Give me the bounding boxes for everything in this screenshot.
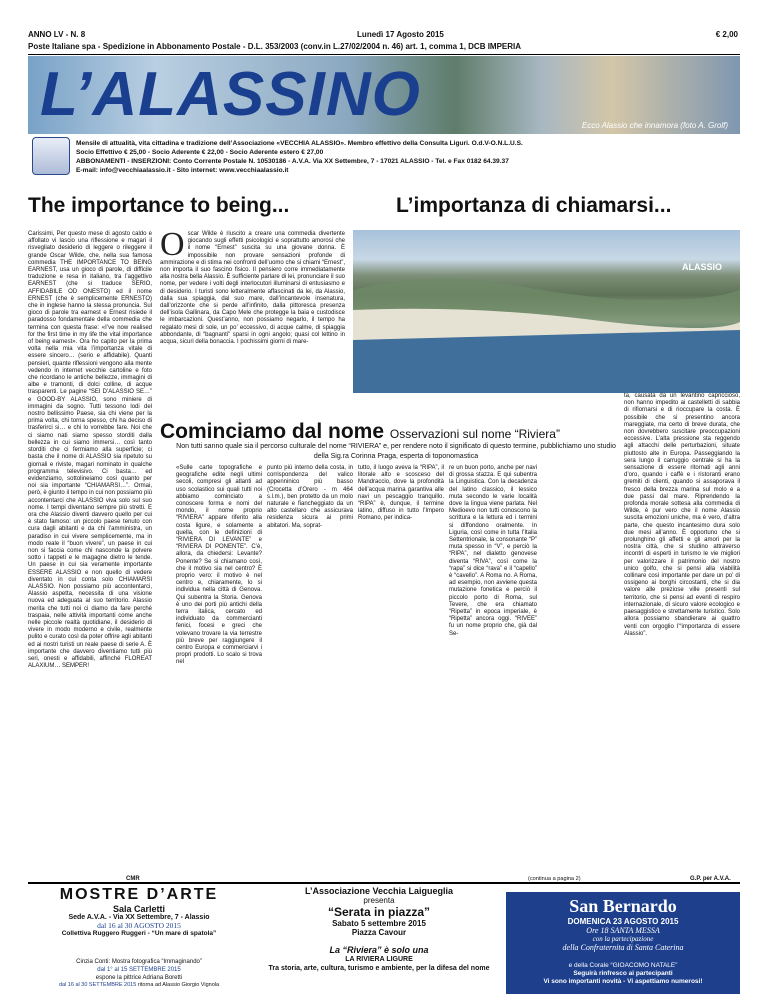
article-signature: G.P. per A.V.A. xyxy=(690,876,731,882)
laigueglia-slogan: La “Riviera” è solo una xyxy=(329,945,429,955)
headline-english: The importance to being... xyxy=(28,194,290,217)
dropcap: O xyxy=(160,226,185,263)
mostre-extra xyxy=(28,958,250,982)
laigueglia-slogan-2: LA RIVIERA LIGURE xyxy=(345,956,413,963)
laigueglia-extra xyxy=(256,946,502,973)
issue-date: Lunedì 17 Agosto 2015 xyxy=(357,30,444,39)
san-bernardo-mass: Ore 18 SANTA MESSA xyxy=(586,926,660,935)
san-bernardo-date: DOMENICA 23 AGOSTO 2015 xyxy=(567,917,679,926)
masthead-caption: Ecco Alassio che innamora (foto A. Grolf) xyxy=(581,121,728,130)
san-bernardo-refresh: Seguirà rinfresco ai partecipanti xyxy=(573,970,673,977)
ads-divider xyxy=(28,882,740,884)
mostre-1-title: Collettiva Ruggero Ruggeri - “Un mare di spatola” xyxy=(61,930,217,937)
article-column-4 xyxy=(624,393,740,638)
masthead xyxy=(28,56,740,134)
laigueglia-place: Piazza Cavour xyxy=(351,928,407,937)
mostre-2-title: espone la pittrice Adriana Boretti xyxy=(95,975,183,981)
article-col2-text: scar Wilde è riuscito a creare una commedia divertente giocando sugli effetti psicologici e soprattutto amorosi che il nome “Ernest” suscita su una giovane donna. È impossibile non provare sensazioni profonde di ammirazione e di stima nei confronti dell’uomo che si chiami “Ernest”, non importa il suo fascino fisico. Il pensiero corre immediatamente alla nostra bella Alassio. È sufficiente parlare di lei, pronunciare il suo nome, per vedere i volti degli interlocutori illuminarsi di entusiasmo e di desiderio. I turisti sono letteralmente affascinati da lei, da Alassio, dalla sua spiaggia, dal suo mare, dall’incantevole insenatura, dall’orizzonte che si perde all’infinito, dalla pittoresca presenza dell’isola Gallinara, da Capo Mele che protegge la baia e custodisce le imbarcazioni. Quest’anno, non possiamo negarlo, il tempo ha regalato mesi di sole, un po’ eccessivo, di acque calme, di spiaggia abbondante, di “bagnanti” sparsi in ogni angolo; quasi col lettino in acqua, sicuri della bonaccia. I pochissimi giorni di mare- xyxy=(160,231,345,346)
mostre-address: Sede A.V.A. - Via XX Settembre, 7 - Alassio xyxy=(68,914,210,921)
issue-price: € 2,00 xyxy=(715,30,738,39)
mostre-venue: Sala Carletti xyxy=(112,904,166,914)
article2-col-3: tutto, il luogo aveva la “RIPA”, il litorale alto e scosceso del Mandraccio, dove la profondità dell’acqua marina garantiva alle navi un pescaggio tranquillo. “RIPA” è, dunque, il termine latino, diffuso in tutto l’Impero Romano, per indica- xyxy=(358,465,444,522)
association-info xyxy=(76,139,740,175)
laigueglia-presenta: presenta xyxy=(363,896,395,905)
postal-line: Poste Italiane spa - Spedizione in Abbonamento Postale - D.L. 353/2003 (conv.in L.27/02/2004 n. 46) art. 1, comma 1, DCB IMPERIA xyxy=(28,42,740,55)
article2-subtitle: Osservazioni sul nome “Riviera” xyxy=(389,427,560,441)
info-line-3: ABBONAMENTI - INSERZIONI: Conto Corrente Postale N. 10530186 - A.V.A. Via XX Settembre, 7 - 17021 ALASSIO - Tel. e Fax 0182 64.39.37 xyxy=(76,158,509,165)
mostre-1-sub: Cinzia Conti: Mostra fotografica “Immaginando” xyxy=(76,959,202,965)
laigueglia-ad xyxy=(256,886,502,994)
masthead-title: L’ALASSINO xyxy=(40,60,421,129)
editorial-text: Carissimi, Per questo mese di agosto caldo e affollato vi lascio una riflessione e magari il risvegliato desiderio di leggere o rileggere il grande Oscar Wilde, che, nella sua famosa commedia THE IMPORTANCE TO BEING EARNEST, usa un gioco di parole, di difficile traduzione e resa in italiano, tra l’aggettivo EARNEST (che si traduce SERIO, AFFIDABILE OD ONESTO) ed il nome ERNEST (che è semplicemente ERNESTO) che in inglese hanno la stessa pronuncia. Sul gioco di parole tra earnest e Ernest risiede il paradosso fondamentale della commedia che termina con questa frase: «I’ve now realised for the first time in my life the vital importance of being earnest». Ora ho capito per la prima volta nella mia vita l’importanza vitale di essere sincero… (serio e affidabile). Quanti pensieri, quante riflessioni vengono alla mente vedendo in internet vecchie cartoline e foto che ricordano le antiche bellezze, immagini di albe e tramonti, di dolci colline, di acque trasparenti. Le pagine “SEI D’ALASSIO SE…” e GOOD-BY ALASSIO, sono miniere di immagini da sogno. Tutti tessono lodi del nostro bellissimo Paese, sia chi viene per la prima volta, chi torna spesso, chi ha deciso di trasferirci si… e chi lo vorrebbe fare. Noi che ci siamo nati siamo spesso storditi dalla bellezza in cui siamo immersi… così tanto storditi che ci fermiamo alla superficie; ci basta che il nome di ALASSIO sia ripetuto su giornali e riviste, magari nominato in qualche programma televisivo. Ci basta… ed evidenziamo, sottolineiamo così quanto per noi sia importante “CHIAMARSI…”. Ormai, però, è giunto il tempo in cui non possiamo più accontentarci che ALASSIO viva solo sul suo nome. I tempi diventano sempre più stretti. E ora che Alassio diventi davvero quello per cui è stato famoso: un piccolo paese tenuto con cura dagli abitanti e da chi l’amministra, un paradiso in cui vivere semplicemente, ma in modo reale il “buon vivere”, un paese in cui non si faccia come chi nasconde la polvere sotto i tappeti e le magagne dietro le tende. Un paese in cui sia veramente importante ESSERE ALASSIO e non quello di vedere diventato in cui conta solo CHIAMARSI ALASSIO. Non possiamo più accontentarci, Alassio aspetta, necessita di una visione nuova ed adeguata al suo territorio. Alassio merita che tutti noi ci diamo da fare perché traspaia, nelle attività importanti come anche nelle piccole realtà quotidiane, il desiderio di vivere in modo moderno e civile, realmente pulito e curato così da poter offrire agli abitanti ed ai nostri turisti un reale paese di serie A. È importante che davvero diventiamo tutti più seri, onesti e affidabili, affinché FLOREAT ALAXIUM… SEMPER! xyxy=(28,231,152,670)
mostre-3-dates: dal 16 al 30 SETTEMBRE 2015 xyxy=(58,982,137,988)
san-bernardo-confraternity: della Confraternita di Santa Caterina xyxy=(562,943,684,952)
info-line-2: Socio Effettivo € 25,00 - Socio Aderente € 22,00 - Socio Aderente estero € 27,00 xyxy=(76,149,324,156)
san-bernardo-part: con la partecipazione xyxy=(592,935,654,943)
mostre-title: MOSTRE D’ARTE xyxy=(59,886,219,903)
issue-number: ANNO LV - N. 8 xyxy=(28,30,86,39)
coastline-graphic xyxy=(353,230,740,393)
mostre-2-dates: dal 1° al 15 SETTEMBRE 2015 xyxy=(97,967,181,973)
headline-italian: L’importanza di chiamarsi... xyxy=(396,194,672,217)
photo-label: ALASSIO xyxy=(681,262,722,272)
laigueglia-title: “Serata in piazza” xyxy=(327,905,431,919)
laigueglia-date: Sabato 5 settembre 2015 xyxy=(332,919,426,928)
san-bernardo-extra xyxy=(506,962,740,988)
association-seal-icon xyxy=(32,137,70,175)
article2-title-text: Cominciamo dal nome xyxy=(160,420,385,443)
article2-col-4: re un buon porto, anche per navi di grossa stazza. E qui subentra la Linguistica. Con la decadenza del latino classico, il lessico muta secondo le varie località dove la lingua viene parlata. Nel Medioevo non tutti conoscono la scrittura e la lettura ed i termini si diffondono oralmente. In Liguria, così come in tutta l’Italia Settentrionale, la consonante “P” muta spesso in “V”, e perciò la “RIPA”, nel dialetto genovese diventa “RIVA”, così come la “rapa” si dice “rava” e il “capello” è “cavello”. A Roma no. A Roma, ad esempio, non avviene questa mutazione fonetica e perciò il piccolo porto di Roma, sul Tevere, che era chiamato “Ripetta” in epoca imperiale, è “Ripetta” ancora oggi. “RIVEE” fu un nome proprio che, già dal Se- xyxy=(449,465,537,637)
san-bernardo-title: San Bernardo xyxy=(569,896,677,916)
alassio-photo xyxy=(353,230,740,393)
article-column-2 xyxy=(160,226,345,346)
info-line-1: Mensile di attualità, vita cittadina e tradizione dell’Associazione «VECCHIA ALASSIO». Membro effettivo della Consulta Liguri. O.d.V-O.N.L.U.S. xyxy=(76,140,523,147)
article2-lead: Non tutti sanno quale sia il percorso culturale del nome “RIVIERA” e, per rendere noto il significato di questo termine, pubblichiamo uno studio della Sig.ra Corinna Praga, esperta di toponomastica xyxy=(176,443,616,460)
mostre-extra-2 xyxy=(28,982,250,988)
article2-title xyxy=(160,420,560,444)
mostre-3-title: ritorna ad Alassio Giorgio Vignola xyxy=(137,982,220,988)
continua: (continua a pagina 2) xyxy=(528,876,581,882)
mostre-1-dates: dal 16 al 30 AGOSTO 2015 xyxy=(97,921,181,930)
article2-col-1: «Sulle carte topografiche e geografiche edite negli ultimi secoli, compresi gli atlanti ad uso scolastico sui quali tutti noi abbiamo cominciato a conoscere forma e nomi del mondo, il nome proprio “RIVIERA” appare riferito alla costa ligure, e solamente a quella, con le definizioni di “RIVIERA DI LEVANTE” e “RIVIERA DI PONENTE”. C’è, allora, da chiedersi: Levante? Ponente? Se si chiamano così, che il motivo sia nel centro? È proprio vero: il motivo è nel centro e, chiaramente, lo si individua nella città di Genova. Qui subentra la Storia. Genova è uno dei porti più antichi della terra italica, cercato ed individuato da commercianti fenici, focesi e greci che volevano trovare la via terrestre più breve per raggiungere il centro Europa e commerciarvi i propri prodotti. Lo scalo si trova nel xyxy=(176,465,262,666)
san-bernardo-news: Vi sono importanti novità - Vi aspettiamo numerosi! xyxy=(543,978,703,985)
article2-col-2: punto più interno della costa, in corrispondenza del valico appenninico più basso (Crocetta d’Orero - m 464 s.l.m.), ben protetto da un molo naturale e fiancheggiato da un alto castellaro che assicurava residenza sicura ai primi abitatori. Ma, soprat- xyxy=(267,465,353,529)
editorial-signature: CMR xyxy=(126,876,140,882)
editorial-column xyxy=(28,231,152,881)
article-col4-text: ta, causata da un levantino capriccioso, non hanno impedito ai castelletti di sabbia di rifiornarsi e di rioccupare la costa. È possibile che si presentino ancora mareggiate, ma certo di breve durata, che non dovrebbero suscitare preoccupazioni eccessive. L’alta pressione sta reggendo agli attacchi delle perturbazioni, situate piuttosto alte in Europa. Passeggiando la sera lungo il carruggio centrale si ha la sensazione di essere ritornati agli anni d’oro, quando i caffè e i ristoranti erano gremiti di clienti, quando si assaporava il fresco della brezza marina sul molo e a due passi dal mare. Riprendendo la profonda morale sottesa alla commedia di Wilde, è pur vero che il nome Alassio suscita emozioni uniche, ma è vero, d’altra parte, che questo incantesimo dura solo due mesi all’anno. È opportuno che si prolunghino gli affetti e gli amori per la nostra città, che si studino attraverso incontri di esperti in turismo le vie migliori per valorizzare il patrimonio del nostro unico golfo, che si pensi alla viabilità collinare così importante per dare un po’ di ossigeno ai borghi circostanti, che si dia valore alle preziose ville presenti sul territorio, che si pensi ad eventi di respiro internazionale, di sicuro valore ecologico e paesaggistico e strettamente turistico. Solo allora possiamo sbandierare ai quattro venti con orgoglio l’“importanza di essere Alassio”. xyxy=(624,393,740,637)
san-bernardo-choir: e della Corale “GIOACOMO NATALE” xyxy=(568,962,678,969)
header-top xyxy=(28,30,738,39)
laigueglia-head: L’Associazione Vecchia Laigueglia xyxy=(304,886,454,896)
laigueglia-desc: Tra storia, arte, cultura, turismo e ambiente, per la difesa del nome xyxy=(268,965,490,972)
info-line-4: E-mail: info@vecchiaalassio.it - Sito internet: www.vecchiaalassio.it xyxy=(76,167,289,174)
